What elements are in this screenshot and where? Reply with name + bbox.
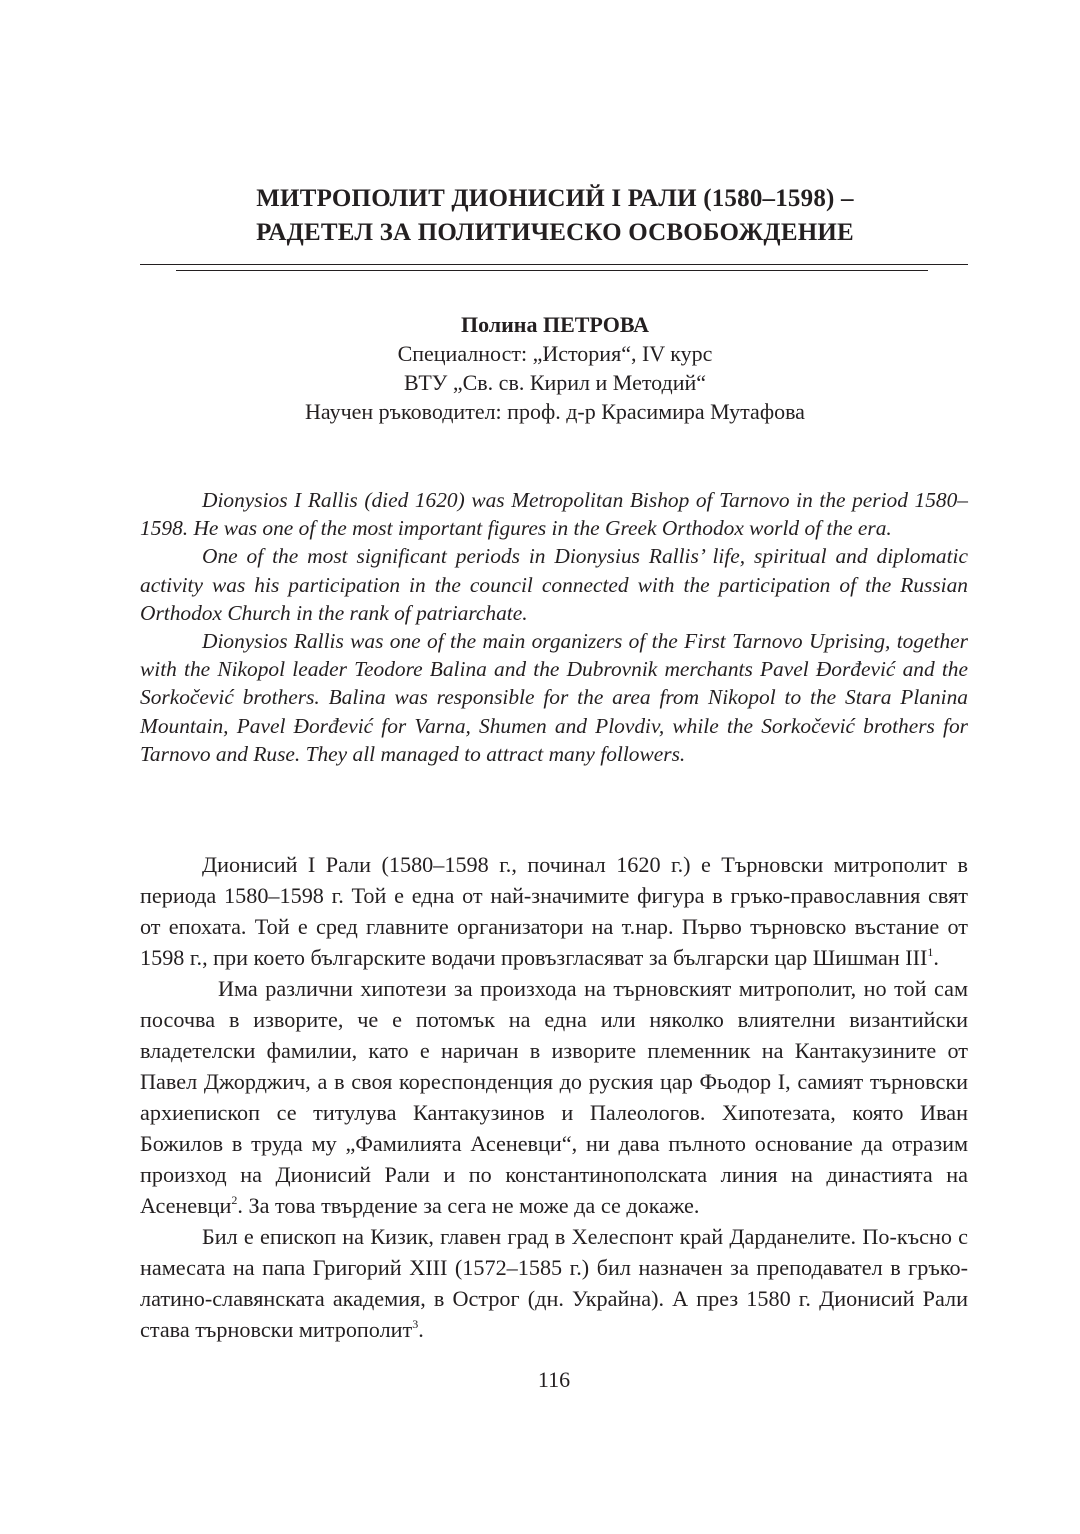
paragraph-text: Дионисий I Рали (1580–1598 г., починал 1620 г.) е Търновски митрополит в периода 1580–1598 г. Той е една от най-значимите фигура в гръко-православния свят от епохата. Той е сред главните организатори на т.нар. Първо търновско въстание от 1598 г., при което българските водачи провъзгласяват за български цар Шишман III (140, 852, 968, 970)
title-rule-top (140, 264, 968, 265)
paragraph-end: . (418, 1317, 424, 1342)
author-specialty: Специалност: „История“, IV курс (397, 341, 713, 366)
body-paragraph-3 (140, 1221, 968, 1345)
abstract-paragraph: Dionysios Rallis was one of the main organizers of the First Tarnovo Uprising, together with the Nikopol leader Teodore Balina and the Dubrovnik merchants Pavel Đorđević and the Sorkočević brothers. Balina was responsible for the area from Nikopol to the Stara Planina Mountain, Pavel Đorđević for Varna, Shumen and Plovdiv, while the Sorkočević brothers for Tarnovo and Ruse. They all managed to attract many followers. (140, 629, 968, 766)
author-block (140, 310, 970, 426)
footnote-marker-3[interactable]: 3 (412, 1317, 419, 1331)
abstract-paragraph: One of the most significant periods in Dionysius Rallis’ life, spiritual and diplomatic activity was his participation in the council connected with the participation of the Russian Orthodox Church in the rank of patriarchate. (140, 544, 968, 625)
author-name: Полина ПЕТРОВА (460, 312, 650, 337)
footnote-marker-2[interactable]: 2 (231, 1193, 238, 1207)
paragraph-end: . За това твърдение за сега не може да се докаже. (237, 1193, 700, 1218)
paragraph-text: Има различни хипотези за произхода на търновският митрополит, но той сам посочва в изворите, че е потомък на една или няколко влиятелни византийски владетелски фамилии, като е наричан в изворите племенник на Кантакузините от Павел Джорджич, а в своя кореспонденция до руския цар Фьодор I, самият търновски архиепископ се титулува Кантакузинов и Палеологов. Хипотезата, която Иван Божилов в труда му „Фамилията Асеневци“, ни дава пълното основание да отразим произход на Дионисий Рали и по константинополската линия на династията на Асеневци (140, 976, 968, 1218)
footnote-marker-1[interactable]: 1 (927, 945, 934, 959)
author-university: ВТУ „Св. св. Кирил и Методий“ (403, 370, 707, 395)
body-paragraph-2 (140, 973, 968, 1221)
abstract (140, 486, 968, 768)
author-supervisor: Научен ръководител: проф. д-р Красимира Мутафова (305, 399, 805, 424)
article-title-line-2: РАДЕТЕЛ ЗА ПОЛИТИЧЕСКО ОСВОБОЖДЕНИЕ (256, 219, 854, 246)
abstract-paragraph: Dionysios I Rallis (died 1620) was Metropolitan Bishop of Tarnovo in the period 1580–1598. He was one of the most important figures in the Greek Orthodox world of the era. (140, 488, 968, 541)
article-title-line-1: МИТРОПОЛИТ ДИОНИСИЙ I РАЛИ (1580–1598) – (256, 185, 854, 212)
page-number: 116 (537, 1367, 571, 1392)
paragraph-end: . (933, 945, 939, 970)
paragraph-text: Бил е епископ на Кизик, главен град в Хелеспонт край Дарданелите. По-късно с намесата на папа Григорий XIII (1572–1585 г.) бил назначен за преподавател в гръко-латино-славянската академия, в Острог (дн. Украйна). А през 1580 г. Дионисий Рали става търновски митрополит (140, 1224, 968, 1342)
body-paragraph-1 (140, 849, 968, 973)
main-text (140, 849, 968, 1345)
title-rule-bottom (176, 270, 928, 271)
